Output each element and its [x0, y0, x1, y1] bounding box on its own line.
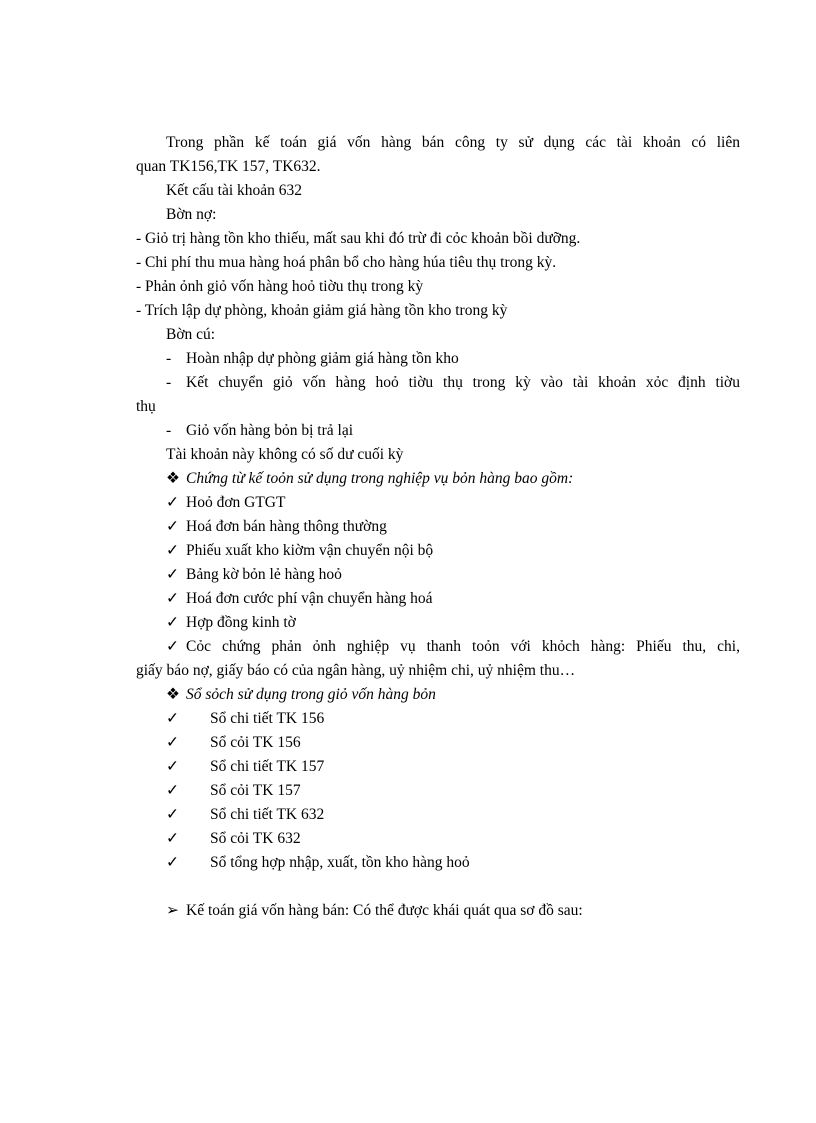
book-text: Sổ chi tiết TK 156 [210, 710, 325, 727]
voucher-item [136, 587, 740, 611]
voucher-text: Hoỏ đơn GTGT [186, 494, 286, 511]
voucher-item [136, 563, 740, 587]
check-icon: ✓ [166, 518, 179, 535]
dash-bullet: - [166, 374, 172, 391]
debit-item: - Chi phí thu mua hàng hoá phân bổ cho hàng húa tiêu thụ trong kỳ. [136, 254, 557, 271]
book-text: Sổ chi tiết TK 157 [210, 758, 325, 775]
voucher-text: Hoá đơn bán hàng thông thường [186, 518, 387, 535]
diagram-intro [136, 899, 740, 923]
credit-item [136, 419, 740, 443]
payment-voucher-line-2: giấy báo nợ, giấy báo có của ngân hàng, uỷ nhiệm chi, uỷ nhiệm thu… [136, 662, 576, 679]
check-icon: ✓ [166, 806, 179, 823]
credit-item-text: Hoàn nhập dự phòng giảm giá hàng tồn kho [186, 350, 459, 367]
book-item [136, 731, 740, 755]
book-item [136, 803, 740, 827]
book-item [136, 707, 740, 731]
voucher-item [136, 611, 740, 635]
check-icon: ✓ [166, 638, 179, 655]
check-icon: ✓ [166, 566, 179, 583]
voucher-text: Hợp đồng kinh tờ [186, 614, 296, 631]
diamond-bullet-icon: ❖ [166, 686, 180, 703]
payment-voucher-text: Cỏc chứng phản ỏnh nghiệp vụ thanh toỏn với khỏch hàng: Phiếu thu, chi, [186, 638, 740, 655]
voucher-text: Phiếu xuất kho kiờm vận chuyển nội bộ [186, 542, 434, 559]
book-text: Sổ cỏi TK 156 [210, 734, 301, 751]
diagram-intro-text: Kế toán giá vốn hàng bán: Có thể được khái quát qua sơ đồ sau: [186, 902, 583, 919]
check-icon: ✓ [166, 734, 179, 751]
book-item [136, 851, 740, 875]
debit-item: - Phản ỏnh giỏ vốn hàng hoỏ tiờu thụ trong kỳ [136, 278, 424, 295]
intro-line-2: quan TK156,TK 157, TK632. [136, 158, 321, 175]
book-text: Sổ cỏi TK 632 [210, 830, 301, 847]
voucher-text: Bảng kờ bỏn lẻ hàng hoỏ [186, 566, 342, 583]
debit-title: Bờn nợ: [166, 206, 217, 223]
credit-title: Bờn cú: [166, 326, 216, 343]
spacer [136, 875, 740, 899]
check-icon: ✓ [166, 710, 179, 727]
voucher-item [136, 515, 740, 539]
check-icon: ✓ [166, 782, 179, 799]
debit-item: - Giỏ trị hàng tồn kho thiếu, mất sau khi đó trừ đi cỏc khoản bồi dưỡng. [136, 230, 581, 247]
vouchers-heading [136, 467, 740, 491]
voucher-item [136, 539, 740, 563]
intro-line-1: Trong phần kế toán giá vốn hàng bán công ty sử dụng các tài khoản có liên [166, 134, 740, 151]
books-heading [136, 683, 740, 707]
voucher-item [136, 491, 740, 515]
dash-bullet: - [166, 422, 172, 439]
arrow-bullet-icon: ➢ [166, 902, 179, 919]
check-icon: ✓ [166, 614, 179, 631]
check-icon: ✓ [166, 830, 179, 847]
diamond-bullet-icon: ❖ [166, 470, 180, 487]
books-heading-text: Sổ sỏch sử dụng trong giỏ vốn hàng bỏn [186, 686, 436, 703]
book-text: Sổ cỏi TK 157 [210, 782, 301, 799]
credit-item [136, 371, 740, 395]
payment-voucher-line-1 [136, 635, 740, 659]
dash-bullet: - [166, 350, 172, 367]
book-item [136, 827, 740, 851]
voucher-text: Hoá đơn cước phí vận chuyển hàng hoá [186, 590, 433, 607]
check-icon: ✓ [166, 590, 179, 607]
structure-title: Kết cấu tài khoản 632 [166, 182, 303, 199]
credit-item-text: Giỏ vốn hàng bỏn bị trả lại [186, 422, 354, 439]
debit-item: - Trích lập dự phòng, khoản giảm giá hàng tồn kho trong kỳ [136, 302, 508, 319]
check-icon: ✓ [166, 494, 179, 511]
check-icon: ✓ [166, 758, 179, 775]
vouchers-heading-text: Chứng từ kế toỏn sử dụng trong nghiệp vụ bỏn hàng bao gồm: [186, 470, 574, 487]
check-icon: ✓ [166, 542, 179, 559]
book-item [136, 755, 740, 779]
book-text: Sổ chi tiết TK 632 [210, 806, 325, 823]
check-icon: ✓ [166, 854, 179, 871]
credit-item-continuation: thụ [136, 398, 156, 415]
document-body [136, 131, 740, 923]
credit-item [136, 347, 740, 371]
book-item [136, 779, 740, 803]
no-balance-note: Tài khoản này không có số dư cuối kỳ [166, 446, 404, 463]
book-text: Sổ tổng hợp nhập, xuất, tồn kho hàng hoỏ [210, 854, 470, 871]
credit-item-text: Kết chuyển giỏ vốn hàng hoỏ tiờu thụ trong kỳ vào tài khoản xỏc định tiờu [186, 374, 740, 391]
